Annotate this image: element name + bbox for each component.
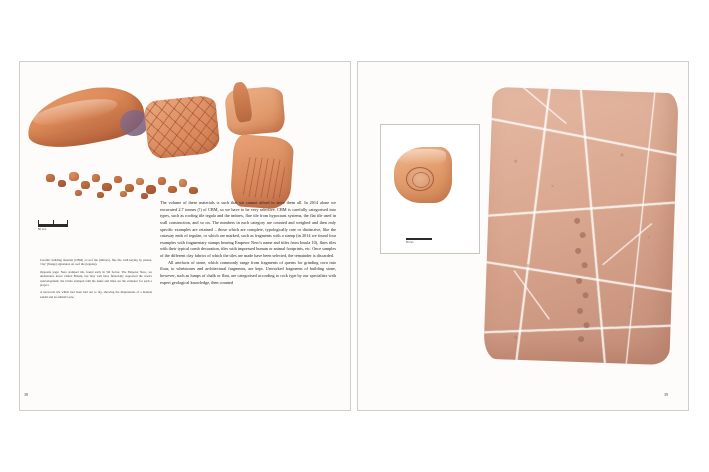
- figure-scale-bar: [38, 220, 68, 231]
- figure-caption: [40, 258, 152, 302]
- rubble-fragment: [75, 190, 82, 196]
- nero-stamp-impression: [406, 167, 434, 191]
- caption-paragraph-2: Opposite page: Nero stamped tile, found early in 5th Sector. The Emperor Nero, we understand, never visited Britain, but may well have financially supported the town's redevelopment; the bricks stamped with his name and titles are the evidence for such a project.: [40, 269, 152, 287]
- rubble-fragment: [158, 177, 166, 185]
- rubble-fragment: [46, 174, 55, 182]
- surface-speck: [514, 336, 517, 339]
- right-page: [358, 62, 688, 410]
- surface-speck: [514, 160, 517, 163]
- left-page: [20, 62, 350, 410]
- rubble-fragment: [125, 184, 134, 192]
- scale-tick: [67, 220, 68, 224]
- slab-crack: [625, 87, 657, 365]
- page-number-left: 38: [24, 392, 28, 397]
- paw-print: [575, 248, 581, 254]
- rubble-fragment: [189, 187, 198, 194]
- paw-print: [574, 218, 580, 224]
- paw-print: [577, 308, 583, 314]
- rubble-fragment: [136, 178, 144, 185]
- surface-speck: [527, 264, 530, 267]
- rubble-fragment: [58, 180, 66, 187]
- surface-speck: [648, 236, 650, 238]
- slab-crack: [512, 87, 566, 124]
- scale-tick: [53, 220, 54, 224]
- scale-bar-label: 50 mm: [38, 228, 47, 231]
- plate-scale-line: [406, 238, 432, 240]
- slab-crack: [483, 201, 678, 217]
- plate-scale-label: 50 mm: [406, 241, 414, 244]
- slab-crack: [602, 223, 652, 265]
- rubble-fragment: [102, 183, 112, 191]
- terracotta-tile-slab: [483, 87, 678, 365]
- paw-print: [582, 292, 588, 298]
- scale-tick: [38, 220, 39, 224]
- plate-scale-bar: [406, 238, 432, 244]
- nero-stamped-tile-sherd: [394, 147, 456, 209]
- rubble-fragment: [146, 185, 156, 194]
- slab-crack: [513, 270, 549, 319]
- sherd-edge-highlight: [396, 149, 446, 165]
- rubble-fragment: [97, 192, 104, 198]
- box-flue-tile-combing: [241, 157, 286, 200]
- scale-bar-line: [38, 224, 68, 227]
- body-paragraph-2: All artefacts of stone, which commonly range from fragments of querns for grinding corn into flour, to whetstones and architectural fragments, are kept. Unworked fragments of building stone, however, such as lumps of chalk or flint, are categorised according to rock type by our specialists with expert geological knowledge, then counted: [160, 259, 336, 285]
- paw-print: [580, 232, 586, 238]
- rubble-fragment: [168, 186, 177, 193]
- paw-print: [576, 278, 582, 284]
- keyed-flue-tile-illustration: [143, 94, 221, 159]
- caption-paragraph-3: A terracotta tile which had been laid out to dry, showing the impressions of a Roman sandal and an animal's paw.: [40, 290, 152, 299]
- rubble-fragment: [120, 191, 127, 197]
- caption-paragraph-1: Ceramic building material (CBM) at roof tile (imbrex), flue tile with keying by plaster, 'clay' (flange) signatures on roof tile (tegulae).: [40, 258, 152, 267]
- body-paragraph-1: The volume of these materials is such that we cannot afford to store them all. In 2014 alone we excavated 2.7 tonnes (!) of CBM, so we have to be very selective. CBM is carefully categorised into types, such as roofing tile tegula and the imbrex, flue tile from hypocaust systems, the flat tile used in wall construction, and so on. The numbers in each category are counted and weighed and then only specific examples are retained – those which are complete, typologically rare or distinctive, like the cutaway ends of tegulae, or which are marked, such as fragments with a stamp (in 2014 we found four examples with fragmentary stamps bearing Emperor Nero's name and titles from Insula 10), flues tiles with their typical comb decoration, tiles with impressed human or animal footprints, etc. Once samples of the different clay fabrics of which the tiles are made have been selected, the remainder is discarded.: [160, 200, 336, 258]
- surface-speck: [620, 153, 623, 156]
- rubble-fragment: [179, 179, 187, 187]
- paw-print: [582, 262, 588, 268]
- paw-print: [578, 336, 584, 342]
- rubble-fragment: [92, 174, 100, 182]
- surface-speck: [629, 306, 631, 308]
- page-number-right: 39: [664, 392, 668, 397]
- rubble-fragment: [69, 172, 79, 181]
- rubble-fragment: [81, 181, 90, 189]
- slab-crack: [483, 324, 678, 332]
- rubble-fragment: [141, 193, 148, 199]
- surface-speck: [551, 185, 553, 187]
- rubble-fragment: [114, 176, 122, 183]
- body-text-column: [160, 200, 336, 286]
